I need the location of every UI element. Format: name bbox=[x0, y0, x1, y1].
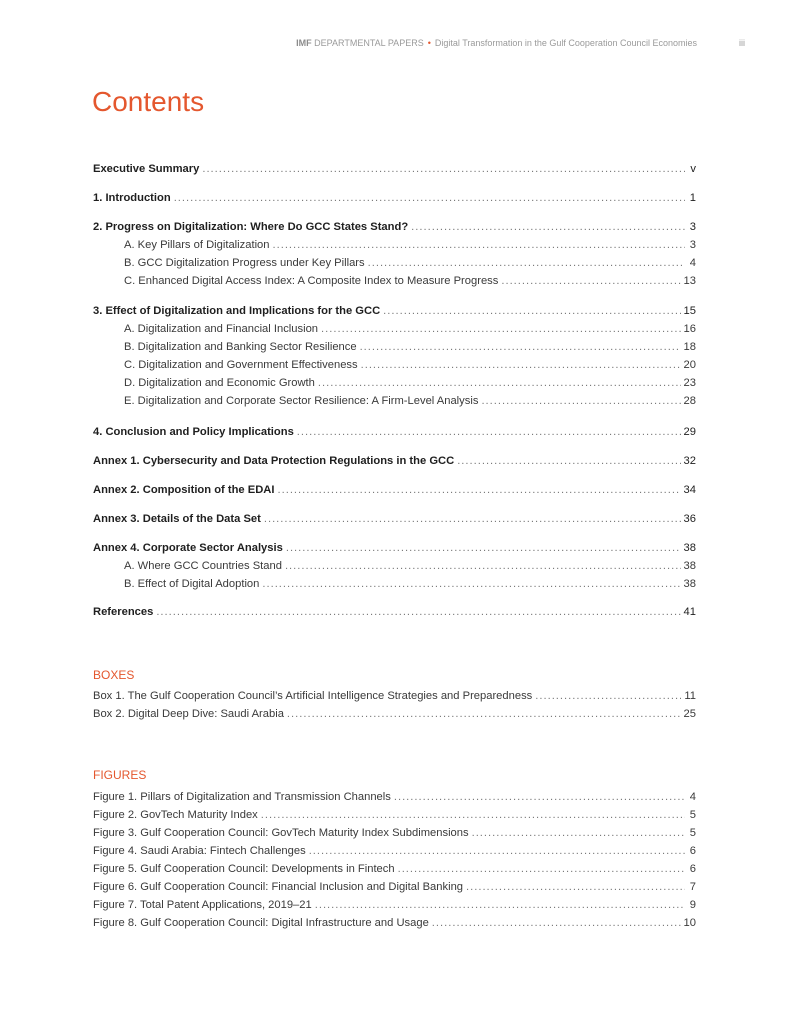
header-run bbox=[296, 38, 697, 48]
toc-references bbox=[93, 606, 696, 624]
entry-page-number: 38 bbox=[683, 542, 696, 554]
figure-entry-7[interactable] bbox=[93, 899, 696, 917]
entry-label: Figure 6. Gulf Cooperation Council: Financial Inclusion and Digital Banking bbox=[93, 881, 464, 893]
dot-leader bbox=[261, 809, 685, 821]
dot-leader bbox=[383, 305, 680, 317]
dot-leader bbox=[361, 359, 681, 371]
imf-label: IMF bbox=[296, 38, 312, 48]
figure-entry-5[interactable] bbox=[93, 863, 696, 881]
entry-label: 4. Conclusion and Policy Implications bbox=[93, 426, 294, 438]
entry-page-number: 5 bbox=[689, 827, 696, 839]
entry-label: B. Digitalization and Banking Sector Resilience bbox=[124, 341, 357, 353]
toc-entry-where-gcc-stand[interactable] bbox=[93, 560, 696, 578]
toc-main bbox=[93, 163, 696, 181]
entry-page-number: 6 bbox=[689, 863, 696, 875]
entry-page-number: 29 bbox=[683, 426, 696, 438]
dot-leader bbox=[481, 395, 680, 407]
dot-leader bbox=[262, 578, 680, 590]
dot-leader bbox=[360, 341, 681, 353]
toc-entry-annex-1[interactable] bbox=[93, 455, 696, 473]
entry-label: Annex 3. Details of the Data Set bbox=[93, 513, 261, 525]
dot-leader bbox=[297, 426, 681, 438]
figure-entry-1[interactable] bbox=[93, 791, 696, 809]
dot-leader bbox=[315, 899, 685, 911]
entry-label: Figure 1. Pillars of Digitalization and Transmission Channels bbox=[93, 791, 391, 803]
toc-entry-introduction[interactable] bbox=[93, 192, 696, 210]
entry-page-number: 3 bbox=[689, 221, 696, 233]
entry-page-number: 15 bbox=[683, 305, 696, 317]
toc-entry-gcc-progress[interactable] bbox=[93, 257, 696, 275]
box-entry-1[interactable] bbox=[93, 690, 696, 708]
entry-page-number: 20 bbox=[683, 359, 696, 371]
entry-label: Figure 3. Gulf Cooperation Council: GovTech Maturity Index Subdimensions bbox=[93, 827, 469, 839]
boxes-heading: BOXES bbox=[93, 668, 135, 682]
figure-entry-4[interactable] bbox=[93, 845, 696, 863]
dot-leader bbox=[202, 163, 685, 175]
running-header bbox=[0, 38, 791, 52]
entry-label: Figure 4. Saudi Arabia: Fintech Challenges bbox=[93, 845, 306, 857]
entry-label: Figure 8. Gulf Cooperation Council: Digital Infrastructure and Usage bbox=[93, 917, 429, 929]
entry-page-number: v bbox=[690, 163, 696, 175]
entry-page-number: 6 bbox=[689, 845, 696, 857]
toc-section-3 bbox=[93, 305, 696, 413]
dot-leader bbox=[156, 606, 680, 618]
dot-leader bbox=[309, 845, 685, 857]
entry-label: 2. Progress on Digitalization: Where Do GCC States Stand? bbox=[93, 221, 409, 233]
entry-label: Annex 2. Composition of the EDAI bbox=[93, 484, 275, 496]
dot-leader bbox=[368, 257, 685, 269]
entry-page-number: 18 bbox=[683, 341, 696, 353]
dot-leader bbox=[411, 221, 685, 233]
toc-annex-2 bbox=[93, 484, 696, 502]
dot-leader bbox=[394, 791, 685, 803]
entry-page-number: 7 bbox=[689, 881, 696, 893]
entry-label: Box 1. The Gulf Cooperation Council’s Artificial Intelligence Strategies and Preparedness bbox=[93, 690, 533, 702]
toc-entry-effect[interactable] bbox=[93, 305, 696, 323]
entry-label: D. Digitalization and Economic Growth bbox=[124, 377, 315, 389]
entry-page-number: 34 bbox=[683, 484, 696, 496]
toc-entry-banking-resilience[interactable] bbox=[93, 341, 696, 359]
entry-page-number: 16 bbox=[683, 323, 696, 335]
toc-entry-progress[interactable] bbox=[93, 221, 696, 239]
entry-label: 3. Effect of Digitalization and Implications for the GCC bbox=[93, 305, 381, 317]
figure-entry-8[interactable] bbox=[93, 917, 696, 935]
toc-annex-1 bbox=[93, 455, 696, 473]
toc-entry-edai[interactable] bbox=[93, 275, 696, 293]
entry-page-number: 36 bbox=[683, 513, 696, 525]
entry-label: Executive Summary bbox=[93, 163, 200, 175]
entry-label: A. Key Pillars of Digitalization bbox=[124, 239, 270, 251]
toc-entry-references[interactable] bbox=[93, 606, 696, 624]
entry-label: B. GCC Digitalization Progress under Key Pillars bbox=[124, 257, 365, 269]
dot-leader bbox=[285, 560, 681, 572]
entry-page-number: 38 bbox=[683, 578, 696, 590]
figure-entry-3[interactable] bbox=[93, 827, 696, 845]
boxes-list bbox=[93, 690, 696, 726]
toc-entry-government-effectiveness[interactable] bbox=[93, 359, 696, 377]
entry-label: B. Effect of Digital Adoption bbox=[124, 578, 260, 590]
series-label: DEPARTMENTAL PAPERS bbox=[314, 38, 424, 48]
entry-page-number: 23 bbox=[683, 377, 696, 389]
figure-entry-2[interactable] bbox=[93, 809, 696, 827]
toc-section-4 bbox=[93, 426, 696, 444]
page-title: Contents bbox=[92, 86, 205, 117]
toc-entry-annex-4[interactable] bbox=[93, 542, 696, 560]
page-number: iii bbox=[739, 38, 745, 48]
toc-entry-conclusion[interactable] bbox=[93, 426, 696, 444]
entry-page-number: 11 bbox=[684, 690, 696, 702]
toc-entry-financial-inclusion[interactable] bbox=[93, 323, 696, 341]
entry-label: Annex 4. Corporate Sector Analysis bbox=[93, 542, 283, 554]
figure-entry-6[interactable] bbox=[93, 881, 696, 899]
entry-page-number: 32 bbox=[683, 455, 696, 467]
entry-page-number: 38 bbox=[683, 560, 696, 572]
entry-page-number: 28 bbox=[683, 395, 696, 407]
dot-leader bbox=[174, 192, 685, 204]
entry-label: C. Digitalization and Government Effectiveness bbox=[124, 359, 358, 371]
toc-annex-4 bbox=[93, 542, 696, 596]
figures-list bbox=[93, 791, 696, 935]
document-title: Digital Transformation in the Gulf Cooperation Council Economies bbox=[434, 38, 697, 48]
entry-label: Annex 1. Cybersecurity and Data Protection Regulations in the GCC bbox=[93, 455, 455, 467]
dot-leader bbox=[278, 484, 681, 496]
entry-page-number: 4 bbox=[689, 791, 696, 803]
toc-entry-economic-growth[interactable] bbox=[93, 377, 696, 395]
dot-leader bbox=[287, 708, 681, 720]
entry-label: 1. Introduction bbox=[93, 192, 171, 204]
dot-leader bbox=[501, 275, 680, 287]
entry-page-number: 4 bbox=[689, 257, 696, 269]
toc-annex-3 bbox=[93, 513, 696, 531]
entry-label: A. Where GCC Countries Stand bbox=[124, 560, 282, 572]
entry-page-number: 9 bbox=[689, 899, 696, 911]
figures-heading: FIGURES bbox=[93, 768, 147, 782]
entry-label: Figure 5. Gulf Cooperation Council: Developments in Fintech bbox=[93, 863, 395, 875]
entry-label: Figure 2. GovTech Maturity Index bbox=[93, 809, 258, 821]
toc-section-2 bbox=[93, 221, 696, 293]
entry-page-number: 13 bbox=[683, 275, 696, 287]
dot-leader bbox=[432, 917, 681, 929]
dot-leader bbox=[398, 863, 685, 875]
toc-section-1 bbox=[93, 192, 696, 210]
toc-entry-executive-summary[interactable] bbox=[93, 163, 696, 181]
entry-label: Figure 7. Total Patent Applications, 2019–21 bbox=[93, 899, 312, 911]
toc-entry-corporate-resilience[interactable] bbox=[93, 395, 696, 413]
toc-entry-annex-2[interactable] bbox=[93, 484, 696, 502]
entry-page-number: 3 bbox=[689, 239, 696, 251]
entry-page-number: 10 bbox=[683, 917, 696, 929]
entry-page-number: 25 bbox=[683, 708, 696, 720]
dot-leader bbox=[286, 542, 681, 554]
entry-page-number: 41 bbox=[683, 606, 696, 618]
dot-leader bbox=[273, 239, 686, 251]
entry-label: C. Enhanced Digital Access Index: A Composite Index to Measure Progress bbox=[124, 275, 499, 287]
dot-leader bbox=[457, 455, 680, 467]
toc-entry-digital-adoption[interactable] bbox=[93, 578, 696, 596]
dot-leader bbox=[264, 513, 681, 525]
box-entry-2[interactable] bbox=[93, 708, 696, 726]
toc-entry-annex-3[interactable] bbox=[93, 513, 696, 531]
entry-label: E. Digitalization and Corporate Sector Resilience: A Firm-Level Analysis bbox=[124, 395, 479, 407]
entry-label: A. Digitalization and Financial Inclusion bbox=[124, 323, 319, 335]
entry-page-number: 5 bbox=[689, 809, 696, 821]
entry-page-number: 1 bbox=[689, 192, 696, 204]
entry-label: Box 2. Digital Deep Dive: Saudi Arabia bbox=[93, 708, 284, 720]
toc-entry-key-pillars[interactable] bbox=[93, 239, 696, 257]
entry-label: References bbox=[93, 606, 154, 618]
dot-leader bbox=[321, 323, 681, 335]
dot-leader bbox=[318, 377, 681, 389]
bullet-icon: • bbox=[427, 38, 431, 48]
dot-leader bbox=[472, 827, 685, 839]
dot-leader bbox=[466, 881, 685, 893]
dot-leader bbox=[535, 690, 681, 702]
